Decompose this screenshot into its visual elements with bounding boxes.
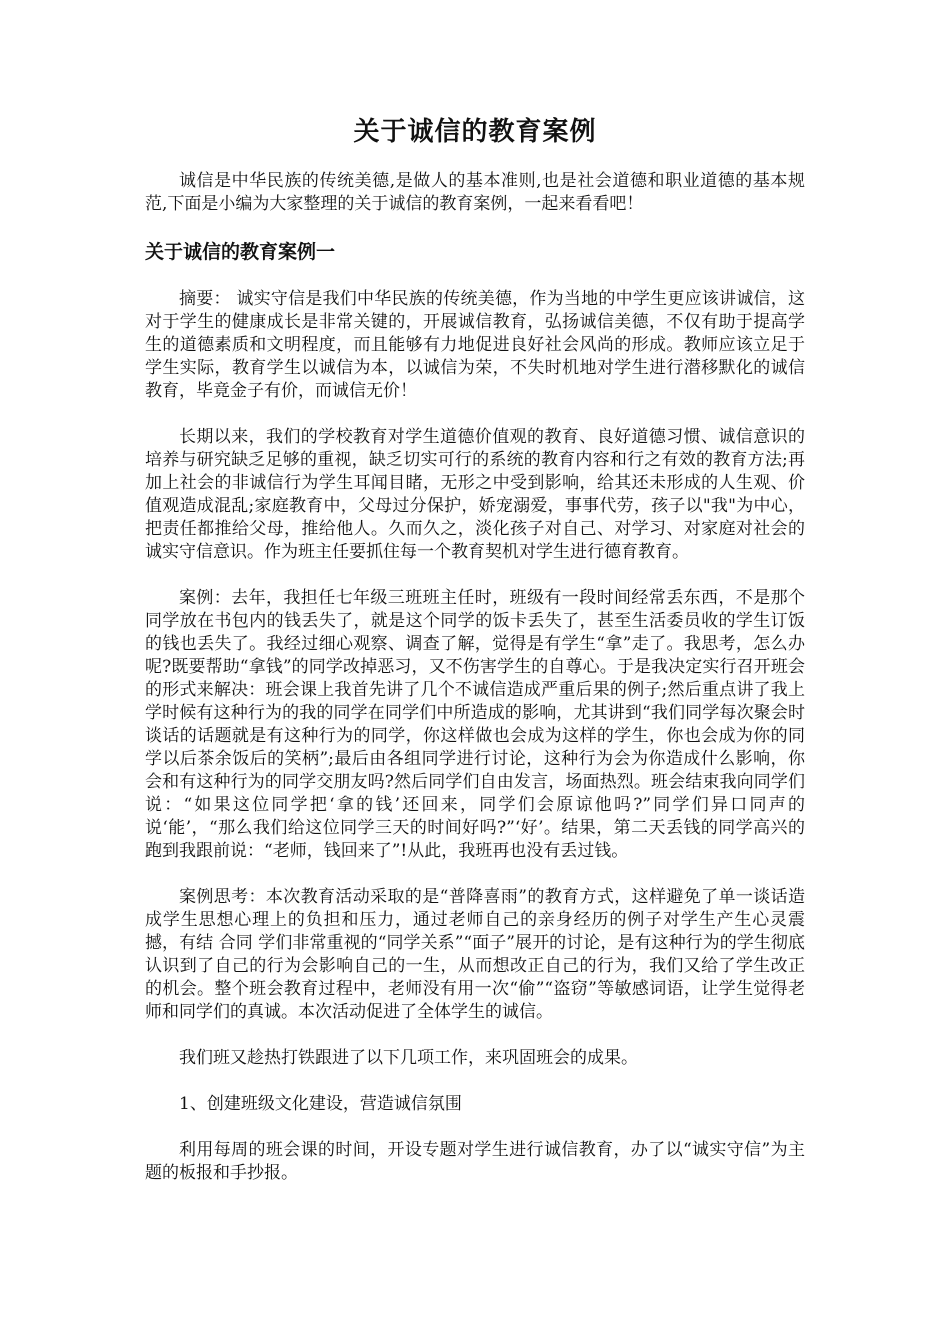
case-reflection-paragraph: 案例思考：本次教育活动采取的是“普降喜雨”的教育方式，这样避免了单一谈话造成学生思想心理上的负担和压力，通过老师自己的亲身经历的例子对学生产生心灵震撼，有结 合同 学们非常重视的“同学关系”“面子”展开的讨论，是有这种行为的学生彻底认识到了自己的行为会影响自己的一生，从而想改正自己的行为，我们又给了学生改正的机会。整个班会教育过程中，老师没有用一次“偷”“盗窃”等敏感词语，让学生觉得老师和同学们的真诚。本次活动促进了全体学生的诚信。 xyxy=(145,887,805,1022)
list-item-heading: 1、创建班级文化建设，营造诚信氛围 xyxy=(179,1094,462,1114)
list-item-body: 利用每周的班会课的时间，开设专题对学生进行诚信教育，办了以“诚实守信”为主题的板报和手抄报。 xyxy=(145,1140,805,1183)
document-title: 关于诚信的教育案例 xyxy=(353,117,597,147)
abstract-paragraph: 摘要： 诚实守信是我们中华民族的传统美德，作为当地的中学生更应该讲诚信，这对于学生的健康成长是非常关键的，开展诚信教育，弘扬诚信美德，不仅有助于提高学生的道德素质和文明程度，而且能够有力地促进良好社会风尚的形成。教师应该立足于学生实际，教育学生以诚信为本，以诚信为荣，不失时机地对学生进行潜移默化的诚信教育，毕竟金子有价，而诚信无价！ xyxy=(145,289,805,401)
intro-paragraph: 诚信是中华民族的传统美德,是做人的基本准则,也是社会道德和职业道德的基本规范,下面是小编为大家整理的关于诚信的教育案例，一起来看看吧！ xyxy=(145,171,805,214)
background-paragraph: 长期以来，我们的学校教育对学生道德价值观的教育、良好道德习惯、诚信意识的培养与研究缺乏足够的重视，缺乏切实可行的系统的教育内容和行之有效的教育方法;再加上社会的非诚信行为学生耳闻目睹，无形之中受到影响，给其还未形成的人生观、价值观造成混乱;家庭教育中，父母过分保护，娇宠溺爱，事事代劳，孩子以"我"为中心，把责任都推给父母，推给他人。久而久之，淡化孩子对自己、对学习、对家庭对社会的诚实守信意识。作为班主任要抓住每一个教育契机对学生进行德育教育。 xyxy=(145,427,805,562)
case-paragraph: 案例：去年，我担任七年级三班班主任时，班级有一段时间经常丢东西，不是那个同学放在书包内的钱丢失了，就是这个同学的饭卡丢失了，甚至生活委员收的学生订饭的钱也丢失了。我经过细心观察、调查了解，觉得是有学生“拿”走了。我思考，怎么办呢?既要帮助“拿钱”的同学改掉恶习，又不伤害学生的自尊心。于是我决定实行召开班会的形式来解决：班会课上我首先讲了几个不诚信造成严重后果的例子;然后重点讲了我上学时候有这种行为的我的同学在同学们中所造成的影响，尤其讲到“我们同学每次聚会时谈话的话题就是有这种行为的同学，你这样做也会成为这样的学生，你也会成为你的同学以后茶余饭后的笑柄”;最后由各组同学进行讨论，这种行为会为你造成什么影响，你会和有这种行为的同学交朋友吗?然后同学们自由发言，场面热烈。班会结束我向同学们说：“如果这位同学把‘拿的钱’还回来，同学们会原谅他吗?”同学们异口同声的说‘能’，“那么我们给这位同学三天的时间好吗?”‘好’。结果，第二天丢钱的同学高兴的跑到我跟前说：“老师，钱回来了”!从此，我班再也没有丢过钱。 xyxy=(145,588,805,861)
follow-up-paragraph: 我们班又趁热打铁跟进了以下几项工作，来巩固班会的成果。 xyxy=(179,1048,638,1068)
document-page xyxy=(145,112,805,1185)
section-heading: 关于诚信的教育案例一 xyxy=(145,241,336,263)
